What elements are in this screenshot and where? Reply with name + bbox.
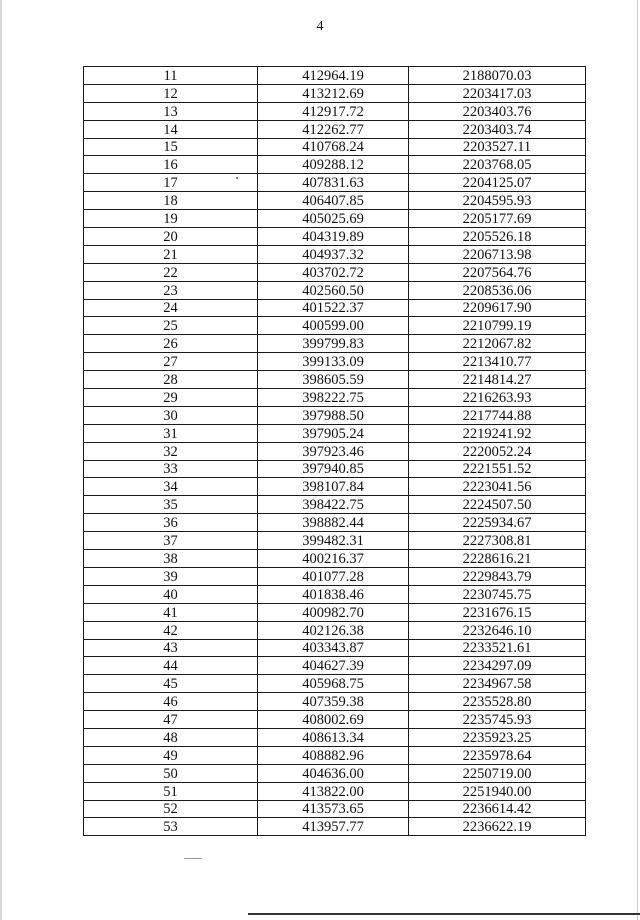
table-row (84, 728, 586, 746)
y-coordinate-cell: 2236614.42 (409, 800, 586, 818)
y-coordinate-cell: 2233521.61 (409, 639, 586, 657)
point-number-cell: 12 (84, 84, 258, 102)
x-coordinate-cell: 412262.77 (258, 120, 409, 138)
point-number-cell: 34 (84, 478, 258, 496)
table-row (84, 138, 586, 156)
y-coordinate-cell: 2228616.21 (409, 550, 586, 568)
table-row (84, 335, 586, 353)
table-row (84, 442, 586, 460)
x-coordinate-cell: 398222.75 (258, 389, 409, 407)
x-coordinate-cell: 407831.63 (258, 174, 409, 192)
table-row (84, 156, 586, 174)
point-number-cell: 15 (84, 138, 258, 156)
scan-speck (184, 858, 202, 859)
y-coordinate-cell: 2207564.76 (409, 263, 586, 281)
table-row (84, 603, 586, 621)
x-coordinate-cell: 397940.85 (258, 460, 409, 478)
y-coordinate-cell: 2212067.82 (409, 335, 586, 353)
x-coordinate-cell: 398422.75 (258, 496, 409, 514)
point-number-cell: 37 (84, 532, 258, 550)
y-coordinate-cell: 2208536.06 (409, 281, 586, 299)
x-coordinate-cell: 408882.96 (258, 746, 409, 764)
bottom-edge-line (248, 913, 640, 915)
y-coordinate-cell: 2235528.80 (409, 693, 586, 711)
point-number-cell: 27 (84, 353, 258, 371)
table-row (84, 532, 586, 550)
x-coordinate-cell: 397923.46 (258, 442, 409, 460)
table-row (84, 192, 586, 210)
y-coordinate-cell: 2236622.19 (409, 818, 586, 836)
x-coordinate-cell: 400599.00 (258, 317, 409, 335)
x-coordinate-cell: 406407.85 (258, 192, 409, 210)
point-number-cell: 40 (84, 585, 258, 603)
table-row (84, 818, 586, 836)
y-coordinate-cell: 2224507.50 (409, 496, 586, 514)
point-number-cell: 42 (84, 621, 258, 639)
x-coordinate-cell: 397905.24 (258, 424, 409, 442)
table-row (84, 353, 586, 371)
table-row (84, 585, 586, 603)
point-number-cell: 49 (84, 746, 258, 764)
table-row (84, 102, 586, 120)
table-row (84, 389, 586, 407)
point-number-cell: 51 (84, 782, 258, 800)
table-row (84, 371, 586, 389)
table-row (84, 460, 586, 478)
x-coordinate-cell: 404319.89 (258, 228, 409, 246)
point-number-cell: 43 (84, 639, 258, 657)
table-row (84, 693, 586, 711)
table-row (84, 657, 586, 675)
table-row (84, 84, 586, 102)
y-coordinate-cell: 2209617.90 (409, 299, 586, 317)
point-number-cell: 33 (84, 460, 258, 478)
point-number-cell: 39 (84, 567, 258, 585)
y-coordinate-cell: 2235978.64 (409, 746, 586, 764)
point-number-cell: 22 (84, 263, 258, 281)
point-number-cell: 25 (84, 317, 258, 335)
point-number-cell: 50 (84, 764, 258, 782)
point-number-cell: 24 (84, 299, 258, 317)
x-coordinate-cell: 404627.39 (258, 657, 409, 675)
page-number: 4 (316, 19, 324, 34)
y-coordinate-cell: 2203527.11 (409, 138, 586, 156)
x-coordinate-cell: 401077.28 (258, 567, 409, 585)
point-number-cell: 28 (84, 371, 258, 389)
x-coordinate-cell: 397988.50 (258, 406, 409, 424)
point-number-cell: 52 (84, 800, 258, 818)
point-number-cell: 20 (84, 228, 258, 246)
table-row (84, 263, 586, 281)
point-number-cell: 21 (84, 245, 258, 263)
y-coordinate-cell: 2221551.52 (409, 460, 586, 478)
y-coordinate-cell: 2203768.05 (409, 156, 586, 174)
table-row (84, 120, 586, 138)
point-number-cell: 26 (84, 335, 258, 353)
table-row (84, 245, 586, 263)
point-number-cell: 38 (84, 550, 258, 568)
x-coordinate-cell: 413212.69 (258, 84, 409, 102)
y-coordinate-cell: 2204125.07 (409, 174, 586, 192)
table-row (84, 299, 586, 317)
x-coordinate-cell: 408613.34 (258, 728, 409, 746)
y-coordinate-cell: 2205177.69 (409, 210, 586, 228)
y-coordinate-cell: 2210799.19 (409, 317, 586, 335)
x-coordinate-cell: 404636.00 (258, 764, 409, 782)
point-number-cell: 41 (84, 603, 258, 621)
table-row (84, 567, 586, 585)
y-coordinate-cell: 2219241.92 (409, 424, 586, 442)
y-coordinate-cell: 2250719.00 (409, 764, 586, 782)
y-coordinate-cell: 2234297.09 (409, 657, 586, 675)
table-row (84, 550, 586, 568)
table-row (84, 800, 586, 818)
x-coordinate-cell: 413822.00 (258, 782, 409, 800)
point-number-cell: 30 (84, 406, 258, 424)
y-coordinate-cell: 2223041.56 (409, 478, 586, 496)
x-coordinate-cell: 399482.31 (258, 532, 409, 550)
table-row (84, 514, 586, 532)
y-coordinate-cell: 2227308.81 (409, 532, 586, 550)
point-number-cell: 16 (84, 156, 258, 174)
table-row (84, 764, 586, 782)
y-coordinate-cell: 2216263.93 (409, 389, 586, 407)
y-coordinate-cell: 2203417.03 (409, 84, 586, 102)
point-number-cell: 13 (84, 102, 258, 120)
y-coordinate-cell: 2214814.27 (409, 371, 586, 389)
table-row (84, 639, 586, 657)
x-coordinate-cell: 403343.87 (258, 639, 409, 657)
x-coordinate-cell: 405968.75 (258, 675, 409, 693)
x-coordinate-cell: 407359.38 (258, 693, 409, 711)
point-number-cell: 53 (84, 818, 258, 836)
x-coordinate-cell: 398882.44 (258, 514, 409, 532)
scan-edge-right (637, 0, 638, 920)
y-coordinate-cell: 2213410.77 (409, 353, 586, 371)
table-row (84, 478, 586, 496)
point-number-cell: 19 (84, 210, 258, 228)
point-number-cell: 31 (84, 424, 258, 442)
y-coordinate-cell: 2232646.10 (409, 621, 586, 639)
y-coordinate-cell: 2230745.75 (409, 585, 586, 603)
point-number-cell: 29 (84, 389, 258, 407)
y-coordinate-cell: 2231676.15 (409, 603, 586, 621)
point-number-cell: 36 (84, 514, 258, 532)
x-coordinate-cell: 412964.19 (258, 67, 409, 85)
scan-edge-left (0, 0, 2, 920)
x-coordinate-cell: 398605.59 (258, 371, 409, 389)
y-coordinate-cell: 2188070.03 (409, 67, 586, 85)
y-coordinate-cell: 2203403.74 (409, 120, 586, 138)
x-coordinate-cell: 405025.69 (258, 210, 409, 228)
table-row (84, 675, 586, 693)
x-coordinate-cell: 401838.46 (258, 585, 409, 603)
point-number-cell: 32 (84, 442, 258, 460)
point-number-cell: 11 (84, 67, 258, 85)
point-number-cell: 35 (84, 496, 258, 514)
x-coordinate-cell: 402126.38 (258, 621, 409, 639)
point-number-cell: 23 (84, 281, 258, 299)
point-number-cell: 45 (84, 675, 258, 693)
table-row (84, 621, 586, 639)
y-coordinate-cell: 2235923.25 (409, 728, 586, 746)
table-row (84, 711, 586, 729)
point-number-cell: 14 (84, 120, 258, 138)
point-number-cell: 44 (84, 657, 258, 675)
coordinates-table-body (84, 67, 586, 836)
table-row (84, 746, 586, 764)
x-coordinate-cell: 403702.72 (258, 263, 409, 281)
table-row (84, 174, 586, 192)
y-coordinate-cell: 2234967.58 (409, 675, 586, 693)
table-row (84, 424, 586, 442)
y-coordinate-cell: 2206713.98 (409, 245, 586, 263)
y-coordinate-cell: 2205526.18 (409, 228, 586, 246)
x-coordinate-cell: 413957.77 (258, 818, 409, 836)
point-number-cell: 18 (84, 192, 258, 210)
y-coordinate-cell: 2225934.67 (409, 514, 586, 532)
x-coordinate-cell: 404937.32 (258, 245, 409, 263)
x-coordinate-cell: 400216.37 (258, 550, 409, 568)
y-coordinate-cell: 2229843.79 (409, 567, 586, 585)
x-coordinate-cell: 410768.24 (258, 138, 409, 156)
x-coordinate-cell: 408002.69 (258, 711, 409, 729)
point-number-cell: 17 (84, 174, 258, 192)
table-row (84, 210, 586, 228)
x-coordinate-cell: 400982.70 (258, 603, 409, 621)
y-coordinate-cell: 2251940.00 (409, 782, 586, 800)
point-number-cell: 48 (84, 728, 258, 746)
y-coordinate-cell: 2203403.76 (409, 102, 586, 120)
y-coordinate-cell: 2204595.93 (409, 192, 586, 210)
table-row (84, 406, 586, 424)
y-coordinate-cell: 2220052.24 (409, 442, 586, 460)
x-coordinate-cell: 402560.50 (258, 281, 409, 299)
point-number-cell: 47 (84, 711, 258, 729)
y-coordinate-cell: 2235745.93 (409, 711, 586, 729)
table-row (84, 67, 586, 85)
x-coordinate-cell: 398107.84 (258, 478, 409, 496)
point-number-cell: 46 (84, 693, 258, 711)
scan-speck (236, 177, 238, 179)
x-coordinate-cell: 409288.12 (258, 156, 409, 174)
table-row (84, 496, 586, 514)
x-coordinate-cell: 399799.83 (258, 335, 409, 353)
x-coordinate-cell: 401522.37 (258, 299, 409, 317)
x-coordinate-cell: 413573.65 (258, 800, 409, 818)
x-coordinate-cell: 399133.09 (258, 353, 409, 371)
x-coordinate-cell: 412917.72 (258, 102, 409, 120)
y-coordinate-cell: 2217744.88 (409, 406, 586, 424)
table-row (84, 317, 586, 335)
table-row (84, 228, 586, 246)
table-row (84, 281, 586, 299)
table-row (84, 782, 586, 800)
coordinates-table (83, 66, 586, 836)
